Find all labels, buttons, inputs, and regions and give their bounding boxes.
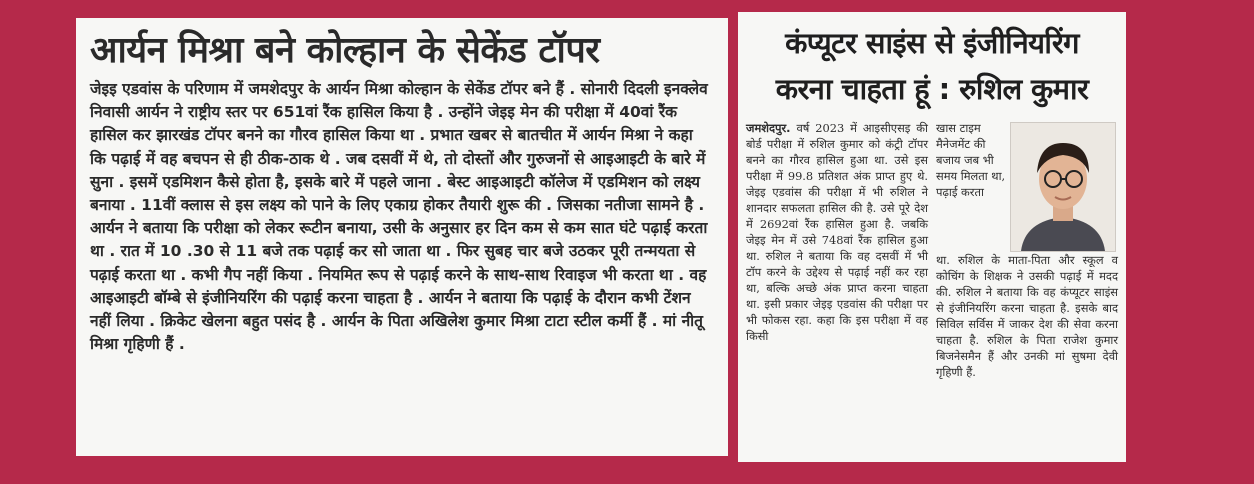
right-news-clipping bbox=[738, 12, 1126, 462]
left-news-clipping bbox=[76, 18, 728, 456]
portrait-photo bbox=[1010, 122, 1116, 252]
right-article-column-2-top: खास टाइम मैनेजमेंट की बजाय जब भी समय मिलता था, पढ़ाई करता bbox=[936, 121, 1006, 199]
right-headline-line-2: करना चाहता हूं : रुशिल कुमार bbox=[775, 72, 1089, 106]
right-article-column-1 bbox=[746, 120, 928, 344]
left-article-body: जेइइ एडवांस के परिणाम में जमशेदपुर के आर्यन मिश्रा कोल्हान के सेकेंड टॉपर बने हैं . सोनारी दिदली इनक्लेव निवासी आर्यन ने राष्ट्रीय स्तर पर 651वां रैंक हासिल किया है . उन्होंने जेइइ मेन की परीक्षा में 40वां रैंक हासिल कर झारखंड टॉपर बनने का गौरव हासिल किया था . प्रभात खबर से बातचीत में आर्यन मिश्रा ने कहा कि पढ़ाई में वह बचपन से ही ठीक-ठाक थे . जब दसवीं में थे, तो दोस्तों और गुरुजनों से आइआइटी के बारे में सुना . इसमें एडमिशन कैसे होता है, इसके बारे में पहले जाना . बेस्ट आइआइटी कॉलेज में एडमिशन को लक्ष्य बनाया . 11वीं क्लास से इस लक्ष्य को पाने के लिए एकाग्र होकर तैयारी शुरू की . जिसका नतीजा सामने है . आर्यन ने बताया कि परीक्षा को लेकर रूटीन बनाया, उसी के अनुसार हर दिन कम से कम सात घंटे पढ़ाई करता था . रात में 10 .30 से 11 बजे तक पढ़ाई कर सो जाता था . फिर सुबह चार बजे उठकर पूरी तन्मयता से पढ़ाई करता था . कभी गैप नहीं किया . नियमित रूप से पढ़ाई करने के साथ-साथ रिवाइज भी करता था . वह आइआइटी बॉम्बे से इंजीनियरिंग की पढ़ाई करना चाहता है . आर्यन ने बताया कि पढ़ाई के दौरान कभी टेंशन नहीं लिया . क्रिकेट खेलना बहुत पसंद है . आर्यन के पिता अखिलेश कुमार मिश्रा टाटा स्टील कर्मी हैं . मां नीतू मिश्रा गृहिणी हैं . bbox=[90, 80, 708, 354]
right-headline-line-1: कंप्यूटर साइंस से इंजीनियरिंग bbox=[785, 26, 1079, 60]
right-article-column-2-bottom: था. रुशिल के माता-पिता और स्कूल व कोचिंग के शिक्षक ने उसकी पढ़ाई में मदद की. रुशिल ने बताया कि वह कंप्यूटर साइंस से इंजीनियरिंग करना चाहता है. इसके बाद सिविल सर्विस में जाकर देश की सेवा करना चाहता है. रुशिल के पिता राजेश कुमार बिजनेसमैन हैं और उनकी मां सुषमा देवी गृहिणी हैं. bbox=[936, 253, 1118, 379]
column-1-text: वर्ष 2023 में आइसीएसइ की बोर्ड परीक्षा में रुशिल कुमार को कंट्री टॉपर बनने का गौरव हासिल हुआ था. उसे इस परीक्षा में 99.8 प्रतिशत अंक प्राप्त हुए थे. जेइइ एडवांस की परीक्षा में भी रुशिल ने शानदार सफलता हासिल की है. उसे पूरे देश में 2692वां रैंक हासिल हुआ है. जबकि जेइइ मेन में उसे 748वां रैंक हासिल हुआ था. रुशिल ने बताया कि वह दसवीं में भी टॉप करने के उद्देश्य से पढ़ाई नहीं कर रहा था, बल्कि अच्छे अंक प्राप्त करना चाहता था. इसी प्रकार जेइइ एडवांस की परीक्षा पर भी फोकस रहा. कहा कि इस परीक्षा में वह किसी bbox=[746, 121, 928, 343]
right-article-columns bbox=[746, 118, 1118, 438]
left-headline: आर्यन मिश्रा बने कोल्हान के सेकेंड टॉपर bbox=[90, 30, 600, 71]
dateline: जमशेदपुर. bbox=[746, 121, 791, 135]
person-portrait-icon bbox=[1011, 123, 1115, 251]
